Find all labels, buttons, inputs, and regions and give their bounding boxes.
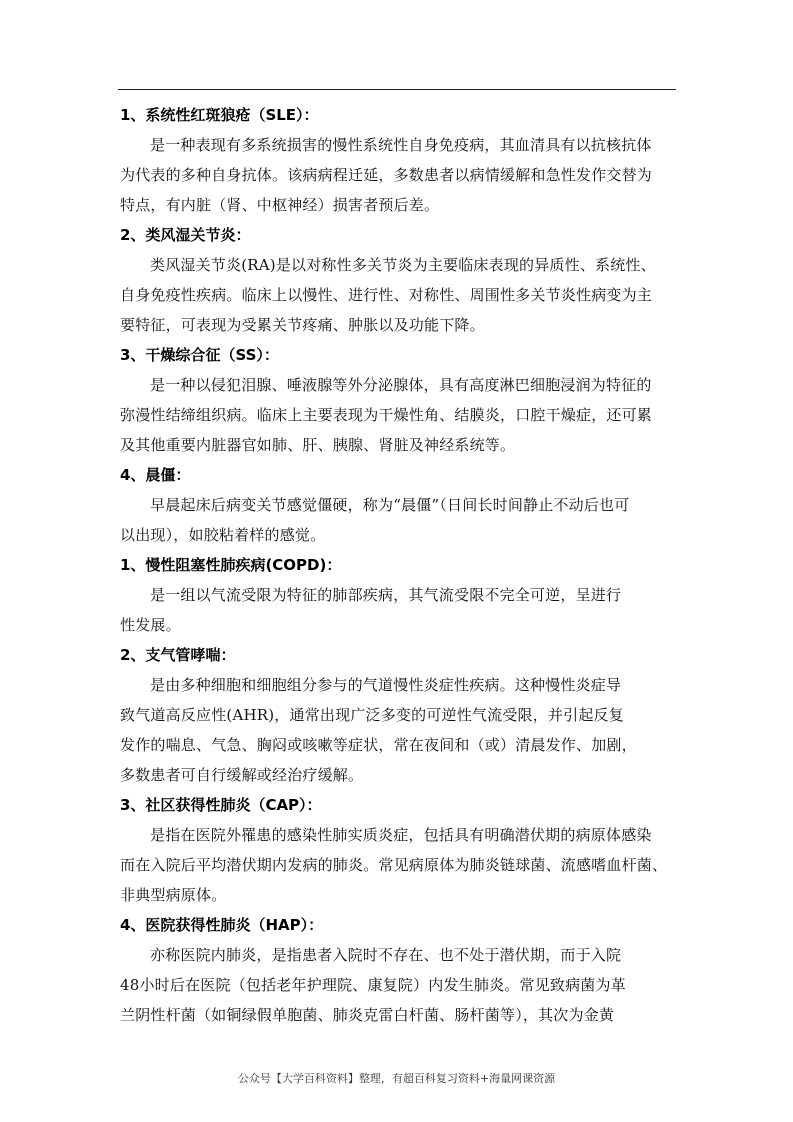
paragraph-line: 是一种表现有多系统损害的慢性系统性自身免疫病，其血清具有以抗核抗体	[150, 136, 652, 154]
paragraph-line: 是一组以气流受限为特征的肺部疾病，其气流受限不完全可逆，呈进行	[150, 586, 622, 604]
paragraph-line: 发作的喘息、气急、胸闷或咳嗽等症状，常在夜间和（或）清晨发作、加剧，	[120, 736, 637, 754]
paragraph-line: 自身免疫性疾病。临床上以慢性、进行性、对称性、周围性多关节炎性病变为主	[120, 286, 653, 304]
paragraph-line: 类风湿关节炎(RA)是以对称性多关节炎为主要临床表现的异质性、系统性、	[150, 256, 656, 274]
section-paragraph	[120, 130, 680, 220]
section-heading: 3、社区获得性肺炎（CAP）：	[120, 796, 322, 814]
paragraph-line: 致气道高反应性(AHR)，通常出现广泛多变的可逆性气流受限，并引起反复	[120, 706, 624, 724]
section-heading: 4、晨僵：	[120, 466, 191, 484]
paragraph-line: 为代表的多种自身抗体。该病病程迁延，多数患者以病情缓解和急性发作交替为	[120, 166, 653, 184]
paragraph-line: 非典型病原体。	[120, 886, 227, 904]
paragraph-line: 早晨起床后病变关节感觉僵硬，称为“晨僵”（日间长时间静止不动后也可	[150, 496, 630, 514]
paragraph-line: 是指在医院外罹患的感染性肺实质炎症，包括具有明确潜伏期的病原体感染	[150, 826, 652, 844]
paragraph-line: 及其他重要内脏器官如肺、肝、胰腺、肾脏及神经系统等。	[120, 436, 516, 454]
section-heading: 1、系统性红斑狼疮（SLE）：	[120, 106, 319, 124]
document-body	[120, 100, 680, 1030]
paragraph-line: 是一种以侵犯泪腺、唾液腺等外分泌腺体，具有高度淋巴细胞浸润为特征的	[150, 376, 652, 394]
paragraph-line: 多数患者可自行缓解或经治疗缓解。	[120, 766, 364, 784]
section-paragraph	[120, 580, 680, 640]
page-footer: 公众号【大学百科资料】整理，有超百科复习资料+海量网课资源	[237, 1072, 556, 1085]
paragraph-line: 是由多种细胞和细胞组分参与的气道慢性炎症性疾病。这种慢性炎症导	[150, 676, 622, 694]
paragraph-line: 亦称医院内肺炎，是指患者入院时不存在、也不处于潜伏期，而于入院	[150, 946, 622, 964]
section-paragraph	[120, 250, 680, 340]
section-heading: 4、医院获得性肺炎（HAP）：	[120, 916, 324, 934]
paragraph-line: 性发展。	[120, 616, 181, 634]
section-paragraph	[120, 820, 680, 910]
section-paragraph	[120, 370, 680, 460]
paragraph-line: 以出现），如胶粘着样的感觉。	[120, 526, 326, 544]
section-paragraph	[120, 940, 680, 1030]
section-paragraph	[120, 670, 680, 790]
section-heading: 3、干燥综合征（SS）：	[120, 346, 279, 364]
header-rule	[118, 89, 676, 90]
section-heading: 1、慢性阻塞性肺疾病(COPD)：	[120, 556, 342, 574]
paragraph-line: 要特征，可表现为受累关节疼痛、肿胀以及功能下降。	[120, 316, 485, 334]
section-paragraph	[120, 490, 680, 550]
paragraph-line: 而在入院后平均潜伏期内发病的肺炎。常见病原体为肺炎链球菌、流感嗜血杆菌、	[120, 856, 668, 874]
section-heading: 2、类风湿关节炎：	[120, 226, 251, 244]
paragraph-line: 48小时后在医院（包括老年护理院、康复院）内发生肺炎。常见致病菌为革	[120, 976, 626, 994]
paragraph-line: 兰阴性杆菌（如铜绿假单胞菌、肺炎克雷白杆菌、肠杆菌等），其次为金黄	[120, 1006, 615, 1024]
paragraph-line: 特点，有内脏（肾、中枢神经）损害者预后差。	[120, 196, 440, 214]
paragraph-line: 弥漫性结缔组织病。临床上主要表现为干燥性角、结膜炎，口腔干燥症，还可累	[120, 406, 653, 424]
section-heading: 2、支气管哮喘：	[120, 646, 236, 664]
